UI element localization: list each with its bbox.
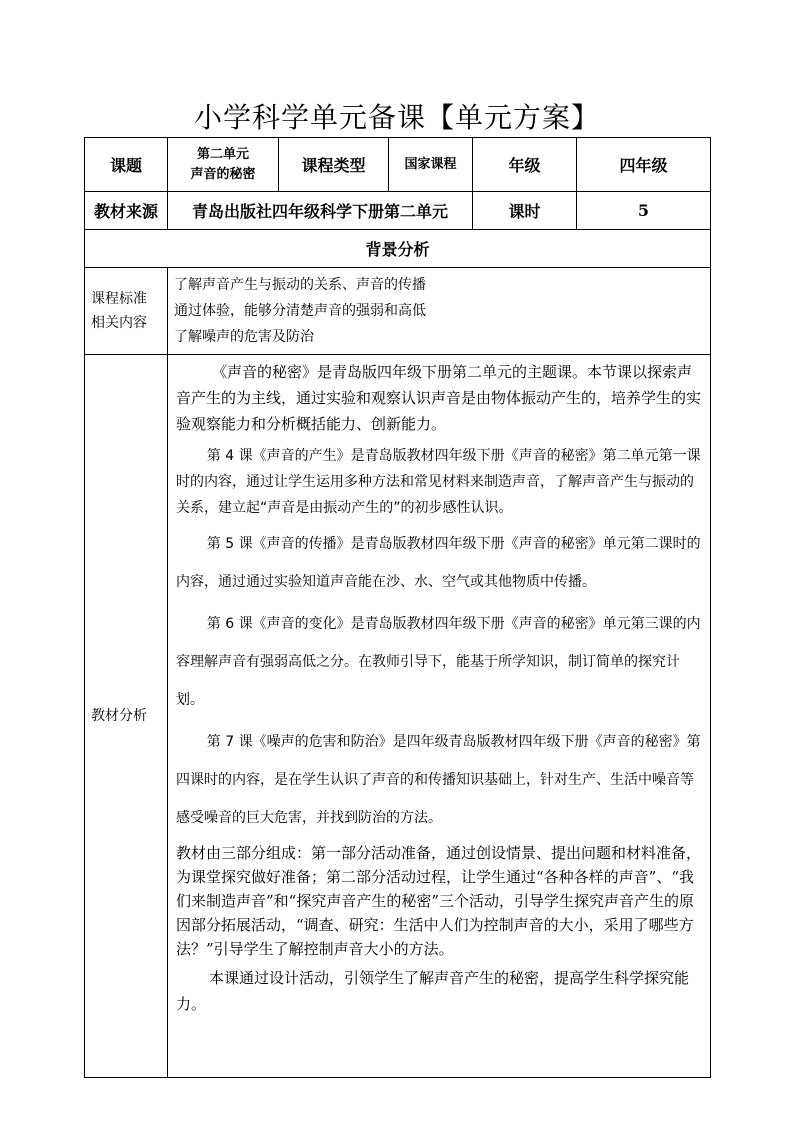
analysis-paragraph: 教材由三部分组成：第一部分活动准备，通过创设情景、提出问题和材料准备，为课堂探究做好准备；第二部分活动过程，让学生通过“各种各样的声音”、“我们来制造声音”和“探究声音产生的秘密”三个活动，引导学生探究声音产生的原因部分拓展活动，“调查、研究：生活中人们为控制声音的大小，采用了哪些方法？”引导学生了解控制声音大小的方法。 xyxy=(176,844,702,958)
standards-line: 通过体验，能够分清楚声音的强弱和高低 xyxy=(174,303,426,319)
label-standards xyxy=(85,268,168,355)
row-topic xyxy=(85,138,711,192)
section-header: 背景分析 xyxy=(85,230,711,268)
topic-line2: 声音的秘密 xyxy=(190,166,256,182)
label-periods: 课时 xyxy=(473,192,577,230)
course-type-value: 国家课程 xyxy=(389,138,473,192)
topic-value xyxy=(168,138,279,192)
standards-line: 了解声音产生与振动的关系、声音的传播 xyxy=(174,277,426,293)
grade-value: 四年级 xyxy=(577,138,711,192)
standards-label-line1: 课程标准 xyxy=(91,291,147,307)
label-topic: 课题 xyxy=(85,138,168,192)
row-section-header xyxy=(85,230,711,268)
periods-value: 5 xyxy=(577,192,711,230)
analysis-paragraph: 第 7 课《噪声的危害和防治》是四年级青岛版教材四年级下册《声音的秘密》第四课时的内容，是在学生认识了声音的和传播知识基础上，针对生产、生活中噪音等感受噪音的巨大危害，并找到防治的方法。 xyxy=(176,734,701,826)
label-grade: 年级 xyxy=(473,138,577,192)
standards-label-line2: 相关内容 xyxy=(91,315,147,331)
page-title: 小学科学单元备课【单元方案】 xyxy=(193,101,600,134)
analysis-paragraph: 第 4 课《声音的产生》是青岛版教材四年级下册《声音的秘密》第二单元第一课时的内容，通过让学生运用多种方法和常见材料来制造声音，了解声音产生与振动的关系，建立起“声音是由振动产生的”的初步感性认识。 xyxy=(176,448,701,516)
analysis-paragraph: 第 5 课《声音的传播》是青岛版教材四年级下册《声音的秘密》单元第二课时的内容，通过通过实验知道声音能在沙、水、空气或其他物质中传播。 xyxy=(176,536,701,590)
row-analysis xyxy=(85,355,711,1078)
analysis-paragraph: 本课通过设计活动，引领学生了解声音产生的秘密，提高学生科学探究能力。 xyxy=(176,969,690,1013)
analysis-paragraph: 《声音的秘密》是青岛版四年级下册第二单元的主题课。本节课以探索声音产生的为主线，通过实验和观察认识声音是由物体振动产生的，培养学生的实验观察能力和分析概括能力、创新能力。 xyxy=(176,363,702,433)
source-value: 青岛出版社四年级科学下册第二单元 xyxy=(168,192,473,230)
label-analysis: 教材分析 xyxy=(85,355,168,1078)
standards-line: 了解噪声的危害及防治 xyxy=(174,329,314,345)
unit-plan-table xyxy=(84,137,711,1078)
label-source: 教材来源 xyxy=(85,192,168,230)
analysis-paragraph: 第 6 课《声音的变化》是青岛版教材四年级下册《声音的秘密》单元第三课的内容理解声音有强弱高低之分。在教师引导下，能基于所学知识，制订简单的探究计划。 xyxy=(176,616,701,708)
standards-content xyxy=(168,268,711,355)
label-course-type: 课程类型 xyxy=(279,138,389,192)
topic-line1: 第二单元 xyxy=(196,146,249,162)
analysis-content xyxy=(168,355,711,1078)
row-source xyxy=(85,192,711,230)
row-standards xyxy=(85,268,711,355)
